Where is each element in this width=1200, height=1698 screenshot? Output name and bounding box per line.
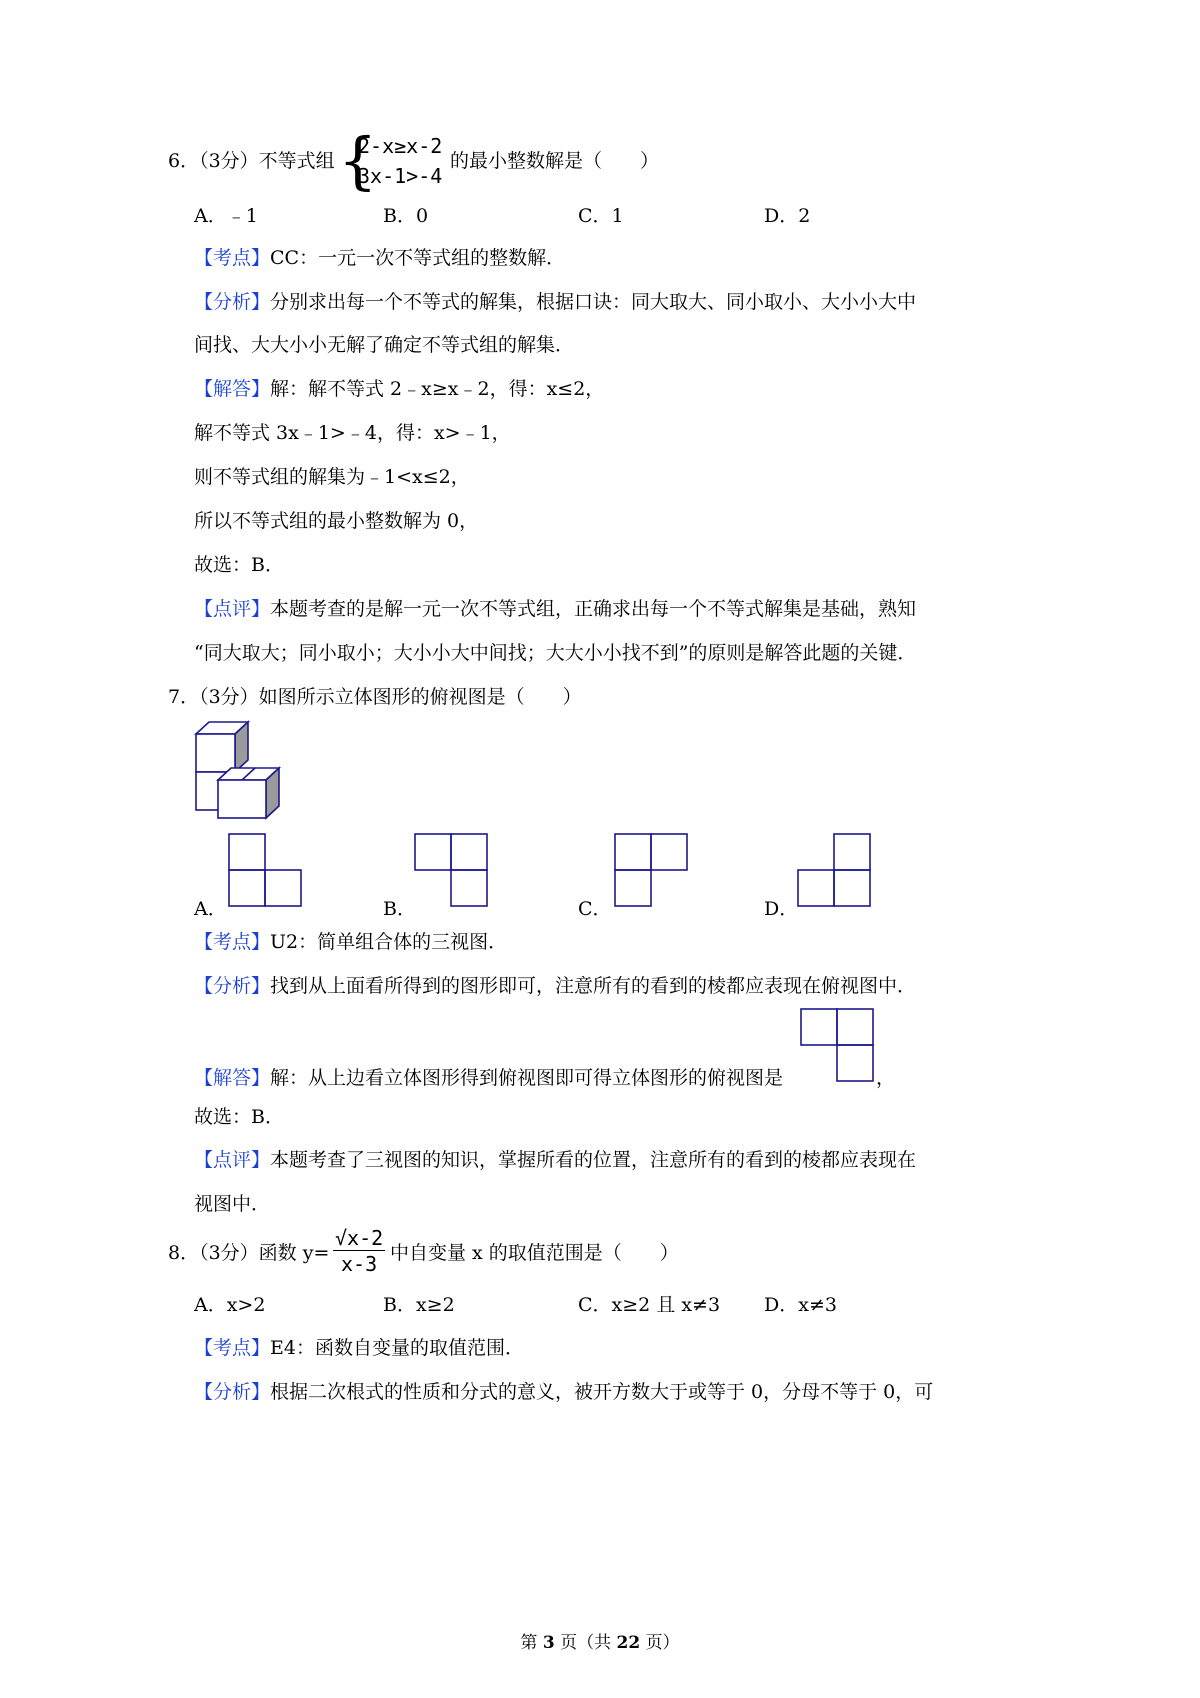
q7-jieda-end: ， — [876, 1067, 896, 1089]
q6-fenxi-line2: 间找、大大小小无解了确定不等式组的解集． — [194, 334, 575, 356]
q6-kaodian — [194, 245, 565, 271]
q6-jieda-line5: 故选：B． — [194, 554, 284, 576]
q7-stem: 7．（3分）如图所示立体图形的俯视图是（ ） — [168, 686, 582, 708]
q6-jieda-line2: 解不等式 3x﹣1>﹣4，得：x>﹣1， — [194, 422, 511, 444]
q7-option-a-label: A． — [194, 898, 227, 920]
q8-option-a: A．x>2 — [194, 1294, 266, 1316]
footer-pre: 第 — [520, 1633, 538, 1653]
q8-option-c: C．x≥2 且 x≠3 — [578, 1294, 721, 1316]
q8-option-b: B．x≥2 — [383, 1294, 455, 1316]
q6-system-line1: 2-x≥x-2 — [358, 134, 443, 158]
q6-jieda-tag: 【解答】 — [194, 378, 271, 400]
q8-fraction — [333, 1226, 385, 1277]
q6-dianping-tag: 【点评】 — [194, 598, 271, 620]
q6-option-d: D．2 — [764, 205, 811, 227]
q7-jieda — [194, 1065, 783, 1091]
q6-dianping-line2: “同大取大；同小取小；大小小大中间找；大大小小找不到”的原则是解答此题的关键． — [194, 642, 917, 664]
q7-option-b-figure — [414, 833, 488, 907]
q7-dianping-line1: 本题考查了三视图的知识，掌握所看的位置，注意所有的看到的棱都应表现在 — [270, 1149, 917, 1171]
q6-stem-suffix: 的最小整数解是（ ） — [450, 150, 660, 172]
q6-jieda-line1: 解：解不等式 2﹣x≥x﹣2，得：x≤2， — [270, 378, 605, 400]
q7-dianping-tag: 【点评】 — [194, 1149, 271, 1171]
footer-total-pages: 22 — [616, 1633, 641, 1653]
q8-fraction-denominator: x-3 — [341, 1252, 378, 1276]
q7-dianping — [194, 1147, 916, 1173]
q8-kaodian — [194, 1335, 524, 1361]
footer-post: 页） — [645, 1633, 680, 1653]
q7-option-c-label: C． — [578, 898, 612, 920]
q7-fenxi-text: 找到从上面看所得到的图形即可，注意所有的看到的棱都应表现在俯视图中． — [270, 975, 917, 997]
q7-option-d-figure — [797, 833, 871, 907]
q7-answer-figure — [800, 1008, 874, 1082]
q6-jieda-line3: 则不等式组的解集为﹣1<x≤2， — [194, 466, 470, 488]
q8-stem-suffix: 中自变量 x 的取值范围是（ ） — [390, 1242, 679, 1264]
q7-dianping-line2: 视图中． — [194, 1193, 271, 1215]
q7-fenxi-tag: 【分析】 — [194, 975, 271, 997]
q7-solid-figure — [190, 720, 290, 825]
q6-fenxi — [194, 289, 916, 315]
q6-jieda-line4: 所以不等式组的最小整数解为 0， — [194, 510, 479, 532]
q7-option-b-label: B． — [383, 898, 416, 920]
q6-kaodian-tag: 【考点】 — [194, 247, 271, 269]
q6-fenxi-line1: 分别求出每一个不等式的解集，根据口诀：同大取大、同小取小、大小小大中 — [270, 291, 917, 313]
q7-kaodian — [194, 929, 507, 955]
q6-system-brace: { — [338, 124, 378, 197]
q7-option-c-figure — [614, 833, 688, 907]
footer-page-number: 3 — [542, 1633, 555, 1653]
q7-jieda-text: 解：从上边看立体图形得到俯视图即可得立体图形的俯视图是 — [270, 1067, 784, 1089]
page-footer — [0, 1628, 1200, 1653]
q6-kaodian-text: CC：一元一次不等式组的整数解． — [270, 247, 566, 269]
q8-kaodian-text: E4：函数自变量的取值范围． — [270, 1337, 524, 1359]
q7-jieda-tag: 【解答】 — [194, 1067, 271, 1089]
footer-mid: 页（共 — [560, 1633, 612, 1653]
q8-kaodian-tag: 【考点】 — [194, 1337, 271, 1359]
q6-dianping — [194, 596, 916, 622]
q7-option-d-label: D． — [764, 898, 799, 920]
q7-option-a-figure — [228, 833, 302, 907]
q8-fraction-numerator: √x-2 — [335, 1226, 384, 1250]
q7-kaodian-text: U2：简单组合体的三视图． — [270, 931, 508, 953]
q7-jieda-line2: 故选：B． — [194, 1106, 284, 1128]
q6-system-line2: 3x-1>-4 — [358, 164, 443, 188]
q8-stem-prefix: 8．（3分）函数 y= — [168, 1242, 330, 1264]
q7-kaodian-tag: 【考点】 — [194, 931, 271, 953]
q8-option-d: D．x≠3 — [764, 1294, 837, 1316]
q6-option-b: B．0 — [383, 205, 429, 227]
q8-fenxi — [194, 1379, 933, 1405]
q6-option-c: C．1 — [578, 205, 624, 227]
q6-fenxi-tag: 【分析】 — [194, 291, 271, 313]
q6-stem-prefix: 6．（3分）不等式组 — [168, 150, 335, 172]
q6-dianping-line1: 本题考查的是解一元一次不等式组，正确求出每一个不等式解集是基础，熟知 — [270, 598, 917, 620]
q6-option-a: A．﹣1 — [194, 205, 258, 227]
q8-fenxi-line1: 根据二次根式的性质和分式的意义，被开方数大于或等于 0，分母不等于 0，可 — [270, 1381, 934, 1403]
q7-fenxi — [194, 973, 916, 999]
q8-fenxi-tag: 【分析】 — [194, 1381, 271, 1403]
q6-jieda — [194, 376, 604, 402]
